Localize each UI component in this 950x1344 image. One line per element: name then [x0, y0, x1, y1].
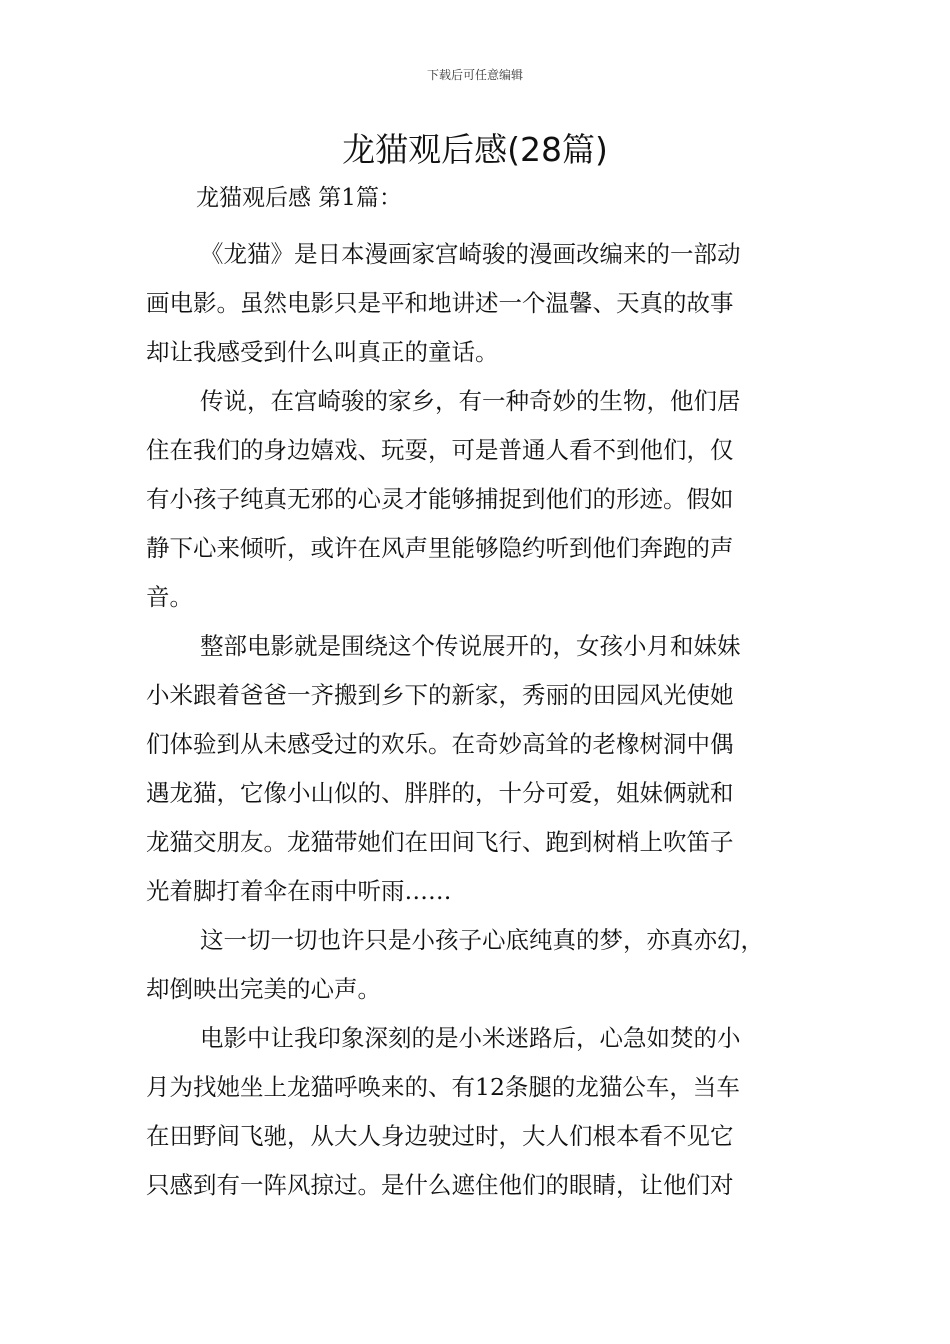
section-heading: 龙猫观后感 第1篇：: [196, 185, 402, 211]
paragraph-line: 们体验到从未感受过的欢乐。在奇妙高耸的老橡树洞中偶: [146, 730, 734, 758]
paragraph-line: 只感到有一阵风掠过。是什么遮住他们的眼睛，让他们对: [146, 1171, 734, 1199]
document-body: [146, 230, 816, 1210]
paragraph-line: 月为找她坐上龙猫呼唤来的、有12条腿的龙猫公车，当车: [146, 1073, 740, 1101]
paragraph-line: 在田野间飞驰，从大人身边驶过时，大人们根本看不见它: [146, 1122, 734, 1150]
paragraph: [146, 622, 816, 916]
paragraph-line: 小米跟着爸爸一齐搬到乡下的新家，秀丽的田园风光使她: [146, 681, 734, 709]
paragraph-line: 却让我感受到什么叫真正的童话。: [146, 338, 499, 366]
paragraph-line: 画电影。虽然电影只是平和地讲述一个温馨、天真的故事: [146, 289, 734, 317]
paragraph: [146, 916, 816, 1014]
document-title: 龙猫观后感(28篇): [342, 130, 608, 169]
paragraph-line: 静下心来倾听，或许在风声里能够隐约听到他们奔跑的声: [146, 534, 734, 562]
paragraph-line: 遇龙猫，它像小山似的、胖胖的，十分可爱，姐妹俩就和: [146, 779, 734, 807]
paragraph: [146, 230, 816, 377]
paragraph-line: 光着脚打着伞在雨中听雨……: [146, 877, 452, 905]
paragraph-line: 住在我们的身边嬉戏、玩耍，可是普通人看不到他们，仅: [146, 436, 734, 464]
paragraph-line: 这一切一切也许只是小孩子心底纯真的梦，亦真亦幻，: [200, 926, 764, 954]
paragraph-line: 电影中让我印象深刻的是小米迷路后，心急如焚的小: [200, 1024, 741, 1052]
header-note: 下载后可任意编辑: [426, 68, 523, 82]
paragraph: [146, 1014, 816, 1210]
paragraph-line: 传说，在宫崎骏的家乡，有一种奇妙的生物，他们居: [200, 387, 741, 415]
paragraph-line: 有小孩子纯真无邪的心灵才能够捕捉到他们的形迹。假如: [146, 485, 734, 513]
paragraph-line: 《龙猫》是日本漫画家宫崎骏的漫画改编来的一部动: [200, 240, 741, 268]
paragraph: [146, 377, 816, 622]
paragraph-line: 音。: [146, 583, 193, 611]
paragraph-line: 却倒映出完美的心声。: [146, 975, 381, 1003]
paragraph-line: 龙猫交朋友。龙猫带她们在田间飞行、跑到树梢上吹笛子: [146, 828, 734, 856]
paragraph-line: 整部电影就是围绕这个传说展开的，女孩小月和妹妹: [200, 632, 741, 660]
